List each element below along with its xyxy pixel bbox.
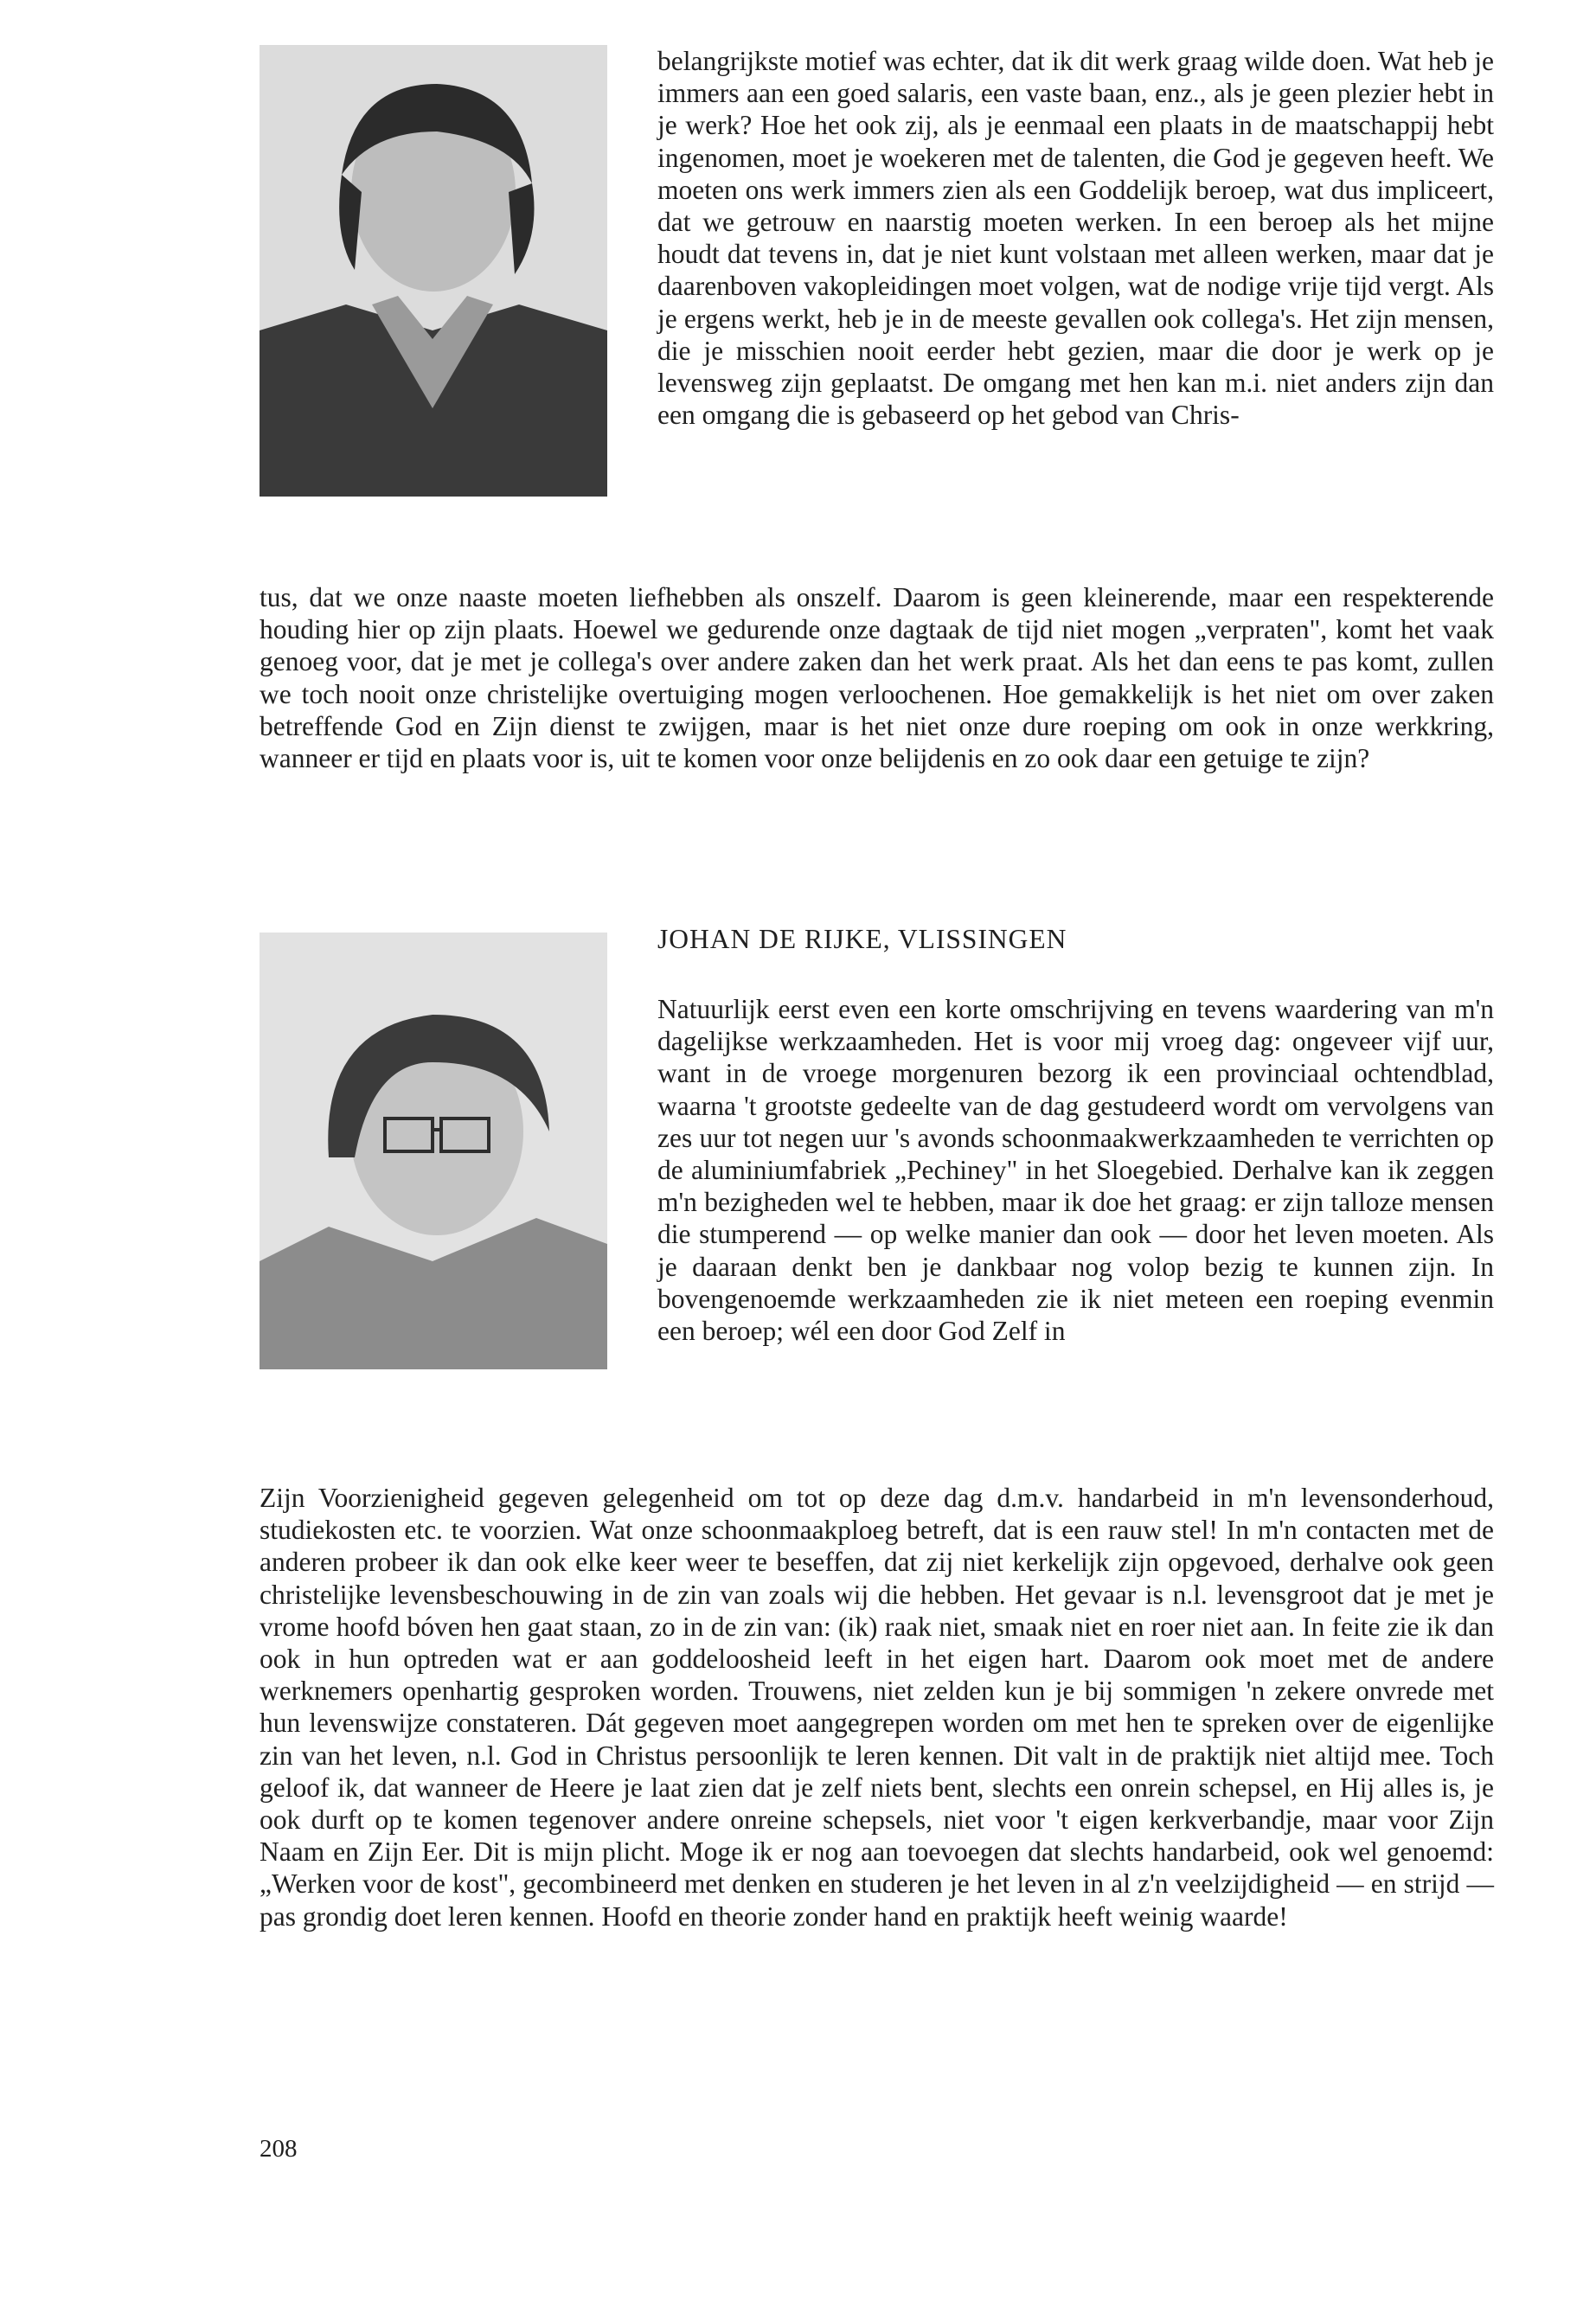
section2-narrow-paragraph: Natuurlijk eerst even een korte omschrijving en tevens waardering van m'n dagelijkse werkzaamheden. Het is voor mij vroeg dag: ongeveer vijf uur, want in de vroege morgenuren bezorg ik een provinciaal ochtendblad, waarna 't grootste gedeelte van de dag gestudeerd wordt om vervolgens van zes uur tot negen uur 's avonds schoonmaakwerkzaamheden te verrichten op de aluminiumfabriek „Pechiney" in het Sloegebied. Derhalve kan ik zeggen m'n bezigheden wel te hebben, maar ik doe het graag: er zijn talloze mensen die stumperend — op welke manier dan ook — door het leven moeten. Als je daaraan denkt ben je dankbaar nog volop bezig te kunnen zijn. In bovengenoemde werkzaamheden zie ik niet meteen een roeping evenmin een beroep; wél een door God Zelf in [657, 994, 1494, 1347]
page-number: 208 [260, 2135, 298, 2163]
portrait-2-illustration [260, 933, 607, 1369]
portrait-photo-2 [260, 933, 607, 1369]
portrait-photo-1 [260, 45, 607, 497]
author-heading: JOHAN DE RIJKE, VLISSINGEN [657, 924, 1067, 954]
section1-full-paragraph: tus, dat we onze naaste moeten liefhebben als onszelf. Daarom is geen kleinerende, maar een respekterende houding hier op zijn plaats. Hoewel we gedurende onze dagtaak de tijd niet mogen „verpraten", komt het vaak genoeg voor, dat je met je collega's over andere zaken dan het werk praat. Als het dan eens te pas komt, zullen we toch nooit onze christelijke overtuiging mogen verloochenen. Hoe gemakkelijk is het niet om over zaken betreffende God en Zijn dienst te zwijgen, maar is het niet onze dure roeping om ook in onze werkkring, wanneer er tijd en plaats voor is, uit te komen voor onze belijdenis en zo ook daar een getuige te zijn? [260, 582, 1494, 774]
section1-narrow-paragraph: belangrijkste motief was echter, dat ik dit werk graag wilde doen. Wat heb je immers aan een goed salaris, een vaste baan, enz., als je geen plezier hebt in je werk? Hoe het ook zij, als je eenmaal een plaats in de maatschappij hebt ingenomen, moet je woekeren met de talenten, die God je gegeven heeft. We moeten ons werk immers zien als een Goddelijk beroep, wat dus impliceert, dat we getrouw en naarstig moeten werken. In een beroep als het mijne houdt dat tevens in, dat je niet kunt volstaan met alleen werken, maar dat je daarenboven vakopleidingen moet volgen, wat de nodige vrije tijd vergt. Als je ergens werkt, heb je in de meeste gevallen ook collega's. Het zijn mensen, die je misschien nooit eerder hebt gezien, maar die door je werk op je levensweg zijn geplaatst. De omgang met hen kan m.i. niet anders zijn dan een omgang die is gebaseerd op het gebod van Chris- [657, 46, 1494, 431]
portrait-1-illustration [260, 45, 607, 497]
section2-full-paragraph: Zijn Voorzienigheid gegeven gelegenheid om tot op deze dag d.m.v. handarbeid in m'n levensonderhoud, studiekosten etc. te voorzien. Wat onze schoonmaakploeg betreft, dat is een rauw stel! In m'n contacten met de anderen probeer ik dan ook elke keer weer te beseffen, dat zij niet kerkelijk zijn opgevoed, derhalve ook geen christelijke levensbeschouwing in de zin van zoals wij die hebben. Het gevaar is n.l. levensgroot dat je met je vrome hoofd bóven hen gaat staan, zo in de zin van: (ik) raak niet, smaak niet en roer niet aan. In feite zie ik dan ook in hun optreden wat er aan goddeloosheid leeft in het eigen hart. Daarom ook moet met de andere werknemers openhartig gesproken worden. Trouwens, niet zelden kun je bij sommigen 'n zekere onvrede met hun levenswijze constateren. Dát gegeven moet aangegrepen worden om met hen te spreken over de eigenlijke zin van het leven, n.l. God in Christus persoonlijk te leren kennen. Dit valt in de praktijk niet altijd mee. Toch geloof ik, dat wanneer de Heere je laat zien dat je zelf niets bent, slechts een onrein schepsel, en Hij alles is, je ook durft op te komen tegenover andere onreine schepsels, niet voor 't eigen kerkverbandje, maar voor Zijn Naam en Zijn Eer. Dit is mijn plicht. Moge ik er nog aan toevoegen dat slechts handarbeid, ook wel genoemd: „Werken voor de kost", gecombineerd met denken en studeren je het leven in al z'n veelzijdigheid — en strijd — pas grondig doet leren kennen. Hoofd en theorie zonder hand en praktijk heeft weinig waarde! [260, 1483, 1494, 1932]
